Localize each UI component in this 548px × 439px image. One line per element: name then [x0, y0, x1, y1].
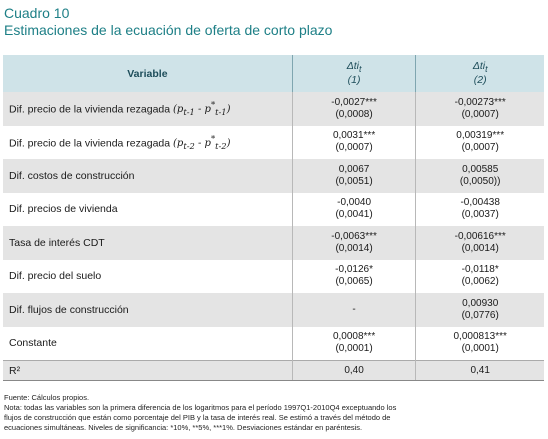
- std-error: (0,0008): [335, 108, 373, 120]
- std-error: (0,0001): [335, 343, 373, 355]
- row-label-text: Dif. precio de la vivienda rezagada: [9, 136, 171, 149]
- header-col-1-symbol: Δti: [346, 59, 360, 72]
- math-lag-1: $(p_{t-1} - p^*_{t-1})$: [173, 100, 231, 118]
- note-line: ecuaciones simultáneas. Niveles de significancia: *10%, **5%, ***1%. Desviaciones estándar en paréntesis.: [4, 423, 363, 432]
- std-error: (0,0776): [461, 309, 499, 321]
- coef: 0,0067: [338, 163, 370, 175]
- table-row: [3, 126, 544, 160]
- note-line: Nota: todas las variables son la primera diferencia de los logaritmos para el período 1997Q1-2010Q4 exceptuando los: [4, 403, 397, 412]
- coef: 0,0031***: [332, 130, 376, 142]
- table-row: [3, 92, 544, 126]
- header-col-2-number: (2): [473, 74, 487, 87]
- row-value-col-2: [416, 126, 544, 160]
- table-caption: [4, 5, 332, 39]
- header-col-2-symbol: Δti: [472, 59, 486, 72]
- row-value-col-2: [416, 92, 544, 126]
- row-value-col-1: [292, 193, 416, 227]
- row-value-col-2: [416, 361, 544, 381]
- coef: 0,41: [470, 364, 490, 376]
- coef: 0,00319***: [456, 130, 505, 142]
- row-label: Dif. costos de construcción: [3, 159, 292, 193]
- std-error: (0,0007): [461, 142, 499, 154]
- source-note: Fuente: Cálculos propios.: [4, 393, 90, 402]
- std-error: (0,0050)): [459, 175, 501, 187]
- row-value-col-2: [416, 159, 544, 193]
- row-value-col-1: [292, 92, 416, 126]
- header-col-2-subscript: t: [485, 64, 488, 75]
- std-error: (0,0001): [461, 343, 499, 355]
- coef: 0,000813***: [453, 331, 507, 343]
- row-value-col-1: [292, 293, 416, 327]
- row-label: [3, 92, 292, 126]
- header-col-1-subscript: t: [359, 64, 362, 75]
- table-row: [3, 193, 544, 227]
- coef: 0,40: [344, 364, 364, 376]
- row-value-col-1: [292, 126, 416, 160]
- row-value-col-1: [292, 226, 416, 260]
- table-row: [3, 361, 544, 381]
- coef: -0,00438: [460, 197, 500, 209]
- coef: -0,0040: [337, 197, 372, 209]
- row-label: [3, 126, 292, 160]
- std-error: (0,0007): [335, 142, 373, 154]
- coef: -: [352, 303, 356, 315]
- header-col-1-number: (1): [347, 74, 361, 87]
- std-error: (0,0065): [335, 276, 373, 288]
- row-label: Tasa de interés CDT: [3, 226, 292, 260]
- row-value-col-1: [292, 260, 416, 294]
- row-label: Constante: [9, 337, 57, 350]
- coef: -0,0063***: [331, 230, 377, 242]
- table-title: Estimaciones de la ecuación de oferta de corto plazo: [4, 22, 333, 38]
- header-col-2: [416, 55, 544, 92]
- math-lag-2: $(p_{t-2} - p^*_{t-2})$: [173, 133, 231, 151]
- coef: 0,00585: [462, 163, 499, 175]
- coef: -0,0118*: [461, 264, 499, 276]
- coef: -0,0027***: [331, 96, 377, 108]
- note-line: flujos de construcción que están como porcentaje del PIB y la tasa de interés real. Se estimó a través del método de: [4, 413, 391, 422]
- table-header-row: [3, 55, 544, 92]
- table-row: [3, 293, 544, 327]
- coef: -0,00273***: [454, 96, 506, 108]
- table-row: [3, 260, 544, 294]
- coef: 0,00930: [462, 297, 499, 309]
- row-value-col-1: [292, 361, 416, 381]
- row-value-col-2: [416, 260, 544, 294]
- coef: -0,0126*: [335, 264, 373, 276]
- table-row: [3, 159, 544, 193]
- estimates-table: [3, 55, 544, 381]
- row-value-col-1: [292, 327, 416, 361]
- std-error: (0,0062): [461, 276, 499, 288]
- row-label: Dif. flujos de construcción: [3, 293, 292, 327]
- coef: 0,0008***: [332, 331, 376, 343]
- table-row: [3, 226, 544, 260]
- std-error: (0,0051): [335, 175, 373, 187]
- std-error: (0,0014): [335, 242, 373, 254]
- table-number: Cuadro 10: [4, 5, 70, 21]
- std-error: (0,0007): [461, 108, 499, 120]
- row-label-text: Dif. precio de la vivienda rezagada: [9, 103, 171, 116]
- row-value-col-2: [416, 226, 544, 260]
- std-error: (0,0037): [461, 209, 499, 221]
- table-notes: [4, 393, 544, 433]
- coef: -0,00616***: [454, 230, 506, 242]
- std-error: (0,0014): [461, 242, 499, 254]
- table-row: [3, 327, 544, 361]
- row-label: Dif. precios de vivienda: [9, 203, 118, 216]
- std-error: (0,0041): [335, 209, 373, 221]
- row-label: Dif. precio del suelo: [9, 270, 102, 283]
- row-value-col-1: [292, 159, 416, 193]
- row-value-col-2: [416, 327, 544, 361]
- header-col-1: [292, 55, 416, 92]
- header-variable: Variable: [127, 67, 168, 80]
- row-value-col-2: [416, 193, 544, 227]
- row-label: R²: [3, 361, 292, 381]
- row-value-col-2: [416, 293, 544, 327]
